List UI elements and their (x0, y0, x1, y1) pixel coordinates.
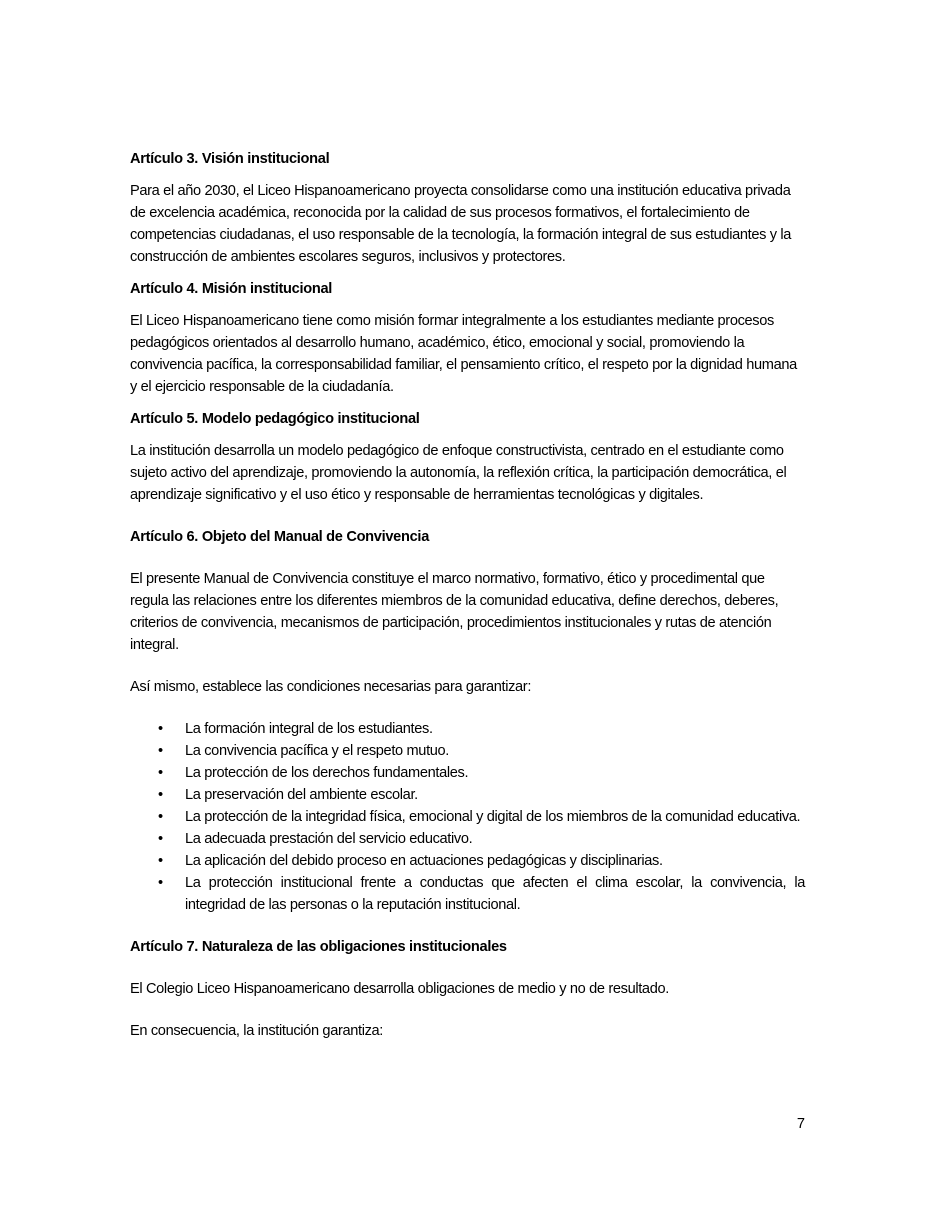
bullet-icon: • (158, 875, 163, 891)
bullet-icon: • (158, 787, 163, 803)
article-5-paragraph: La institución desarrolla un modelo pedagógico de enfoque constructivista, centrado en el estudiante como sujeto activo del aprendizaje, promoviendo la autonomía, la reflexión crítica, la participación democrática, el aprendizaje significativo y el uso ético y responsable de herramientas tecnológicas y digitales. (130, 443, 787, 503)
article-5-heading: Artículo 5. Modelo pedagógico institucional (130, 411, 420, 427)
bullet-icon: • (158, 809, 163, 825)
article-7-paragraph: El Colegio Liceo Hispanoamericano desarrolla obligaciones de medio y no de resultado. (130, 981, 669, 997)
bullet-icon: • (158, 743, 163, 759)
bullet-icon: • (158, 765, 163, 781)
page-number: 7 (796, 1116, 805, 1132)
article-7-heading: Artículo 7. Naturaleza de las obligaciones institucionales (130, 939, 507, 955)
article-6-paragraph: El presente Manual de Convivencia constituye el marco normativo, formativo, ético y procedimental que regula las relaciones entre los diferentes miembros de la comunidad educativa, define derechos, deberes, criterios de convivencia, mecanismos de participación, procedimientos institucionales y rutas de atención integral. (130, 571, 779, 653)
list-item-text: La aplicación del debido proceso en actuaciones pedagógicas y disciplinarias. (185, 853, 663, 869)
list-item-text: La protección institucional frente a conductas que afecten el clima escolar, la convivencia, la integridad de las personas o la reputación institucional. (185, 875, 805, 913)
list-item-text: La adecuada prestación del servicio educativo. (185, 831, 473, 847)
page-content (130, 148, 805, 1042)
list-item-text: La protección de los derechos fundamentales. (185, 765, 469, 781)
list-item (130, 718, 805, 740)
list-item-text: La protección de la integridad física, emocional y digital de los miembros de la comunidad educativa. (185, 809, 801, 825)
list-item (130, 762, 805, 784)
list-item (130, 872, 805, 916)
list-item-text: La formación integral de los estudiantes. (185, 721, 433, 737)
article-7-intro: En consecuencia, la institución garantiza: (130, 1023, 384, 1039)
list-item (130, 806, 805, 828)
article-6-list (130, 718, 805, 916)
article-6-intro: Así mismo, establece las condiciones necesarias para garantizar: (130, 679, 532, 695)
article-3-paragraph: Para el año 2030, el Liceo Hispanoamericano proyecta consolidarse como una institución educativa privada de excelencia académica, reconocida por la calidad de sus procesos formativos, el fortalecimiento de competencias ciudadanas, el uso responsable de la tecnología, la formación integral de sus estudiantes y la construcción de ambientes escolares seguros, inclusivos y protectores. (130, 183, 792, 265)
bullet-icon: • (158, 853, 163, 869)
article-4-heading: Artículo 4. Misión institucional (130, 281, 333, 297)
list-item (130, 740, 805, 762)
list-item-text: La preservación del ambiente escolar. (185, 787, 418, 803)
article-4-paragraph: El Liceo Hispanoamericano tiene como misión formar integralmente a los estudiantes mediante procesos pedagógicos orientados al desarrollo humano, académico, ético, emocional y social, promoviendo la convivencia pacífica, la corresponsabilidad familiar, el pensamiento crítico, el respeto por la dignidad humana y el ejercicio responsable de la ciudadanía. (130, 313, 797, 395)
list-item (130, 828, 805, 850)
article-6-heading: Artículo 6. Objeto del Manual de Convivencia (130, 529, 430, 545)
list-item (130, 784, 805, 806)
article-3-heading: Artículo 3. Visión institucional (130, 151, 330, 167)
list-item (130, 850, 805, 872)
list-item-text: La convivencia pacífica y el respeto mutuo. (185, 743, 450, 759)
bullet-icon: • (158, 721, 163, 737)
bullet-icon: • (158, 831, 163, 847)
